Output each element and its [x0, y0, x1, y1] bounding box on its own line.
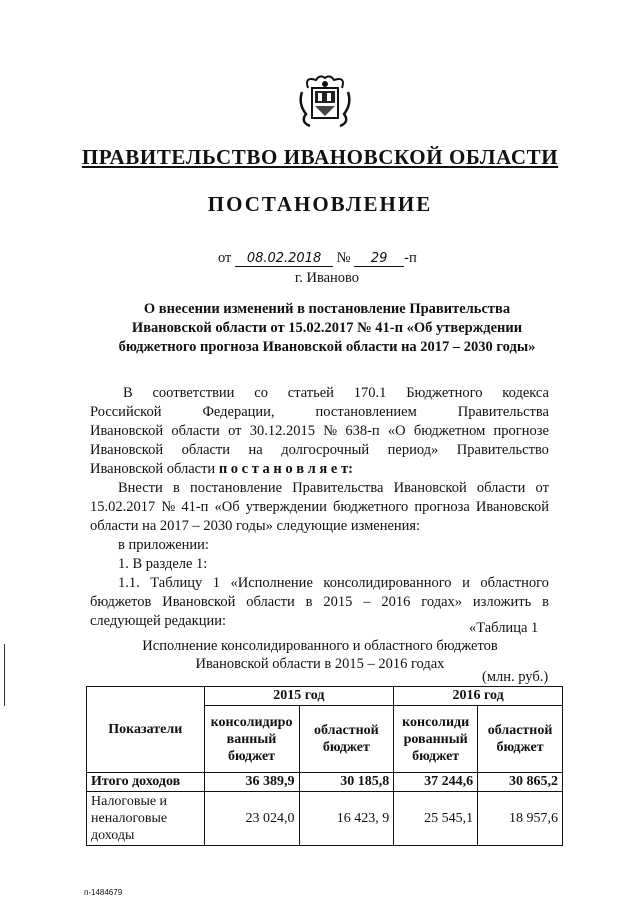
word: статьей	[287, 385, 334, 401]
paragraph-line	[90, 593, 549, 612]
word: в	[172, 480, 180, 496]
caption-line: Ивановской области в 2015 – 2016 годах	[195, 656, 445, 672]
word: 2015	[323, 594, 353, 610]
paragraph-line: 1. В разделе 1:	[118, 556, 208, 572]
word: 41-п	[181, 499, 209, 515]
paragraph-line	[123, 384, 549, 403]
word: «О	[387, 423, 406, 439]
word: областного	[480, 575, 549, 591]
word: 2016	[381, 594, 411, 610]
document-code: п-1484679	[84, 888, 123, 897]
word: В	[123, 385, 133, 401]
document-number: 29	[354, 251, 404, 267]
word: прогнозе	[493, 423, 549, 439]
year-header: 2016 год	[394, 687, 563, 706]
cell-value: 30 865,2	[478, 773, 563, 792]
word: Ивановской	[393, 480, 467, 496]
word: области	[171, 423, 220, 439]
table-label: «Таблица 1	[469, 620, 539, 636]
header-line: рованный	[403, 731, 468, 747]
word: области	[246, 594, 295, 610]
word: бюджетном	[413, 423, 486, 439]
date-prefix: от	[218, 250, 232, 266]
word: в	[542, 594, 549, 610]
subject-line: Ивановской области от 15.02.2017 № 41-п «Об утверждении	[131, 320, 523, 336]
header-line: бюджет	[412, 748, 460, 764]
word: и	[462, 575, 470, 591]
word: области	[181, 442, 231, 458]
government-title: ПРАВИТЕЛЬСТВО ИВАНОВСКОЙ ОБЛАСТИ	[81, 145, 559, 169]
column-header	[478, 706, 563, 773]
word: Федерации,	[202, 404, 275, 420]
word: прогноза	[414, 499, 470, 515]
column-header	[394, 706, 478, 773]
cell-value: 25 545,1	[394, 792, 478, 846]
word: Внести	[118, 480, 163, 496]
header-line: консолиди	[402, 714, 470, 730]
table-row	[87, 792, 563, 846]
column-header	[299, 706, 394, 773]
paragraph-line	[118, 574, 549, 593]
word: на	[248, 442, 263, 458]
word: в	[305, 594, 313, 610]
document-subject	[80, 300, 574, 357]
paragraph-line	[90, 403, 549, 422]
header-line: консолидиро	[210, 714, 293, 730]
word: 1	[212, 575, 220, 591]
word: утверждении	[245, 499, 327, 515]
number-suffix: -п	[404, 250, 417, 266]
cell-value: 36 389,9	[204, 773, 299, 792]
word: Правительства	[457, 404, 549, 420]
header-line: областной	[313, 723, 379, 738]
word: Правительства	[292, 480, 384, 496]
word: постановление	[189, 480, 283, 496]
table-header-row	[87, 687, 563, 706]
subject-line: бюджетного прогноза Ивановской области на 2017 – 2030 годы»	[118, 339, 536, 355]
word: от	[535, 480, 549, 496]
word: бюджетного	[333, 499, 409, 515]
label-line: доходы	[91, 828, 135, 843]
date-number-line	[218, 250, 417, 267]
table-units: (млн. руб.)	[482, 669, 549, 685]
word: 15.02.2017	[90, 499, 156, 515]
row-label	[87, 792, 205, 846]
cell-value: 16 423, 9	[299, 792, 394, 846]
word: постановлением	[315, 404, 417, 420]
word: Ивановской	[475, 499, 549, 515]
header-line: ванный	[226, 731, 277, 747]
word: изложить	[472, 594, 532, 610]
word: кодекса	[502, 385, 549, 401]
word: долгосрочный	[281, 442, 370, 458]
coat-of-arms-emblem	[294, 70, 356, 132]
word: бюджетов	[90, 594, 152, 610]
paragraph-line: в приложении:	[118, 537, 209, 553]
paragraph-line	[90, 498, 549, 517]
document-date: 08.02.2018	[235, 251, 333, 267]
paragraph-line	[90, 441, 549, 460]
label-line: Налоговые и	[91, 794, 168, 809]
word: Бюджетного	[406, 385, 483, 401]
table-caption	[0, 637, 640, 673]
word: №	[323, 423, 338, 439]
header-line: областной	[487, 723, 553, 738]
word: Ивановской	[162, 594, 236, 610]
header-line: бюджет	[228, 748, 276, 764]
cell-value: 23 024,0	[204, 792, 299, 846]
header-line: бюджет	[322, 740, 370, 755]
paragraph-line: области на 2017 – 2030 годы» следующие изменения:	[90, 518, 421, 534]
subject-line: О внесении изменений в постановление Правительства	[143, 301, 511, 317]
word: соответствии	[152, 385, 235, 401]
word: 638-п	[345, 423, 380, 439]
margin-mark	[4, 644, 5, 706]
paragraph-line	[90, 422, 549, 441]
column-header	[204, 706, 299, 773]
text: Ивановской области	[90, 461, 216, 477]
word: от	[228, 423, 242, 439]
word: «Исполнение	[230, 575, 313, 591]
word: области	[476, 480, 526, 496]
word: Ивановской	[90, 442, 164, 458]
word: период»	[387, 442, 439, 458]
row-label: Итого доходов	[87, 773, 205, 792]
word: «Об	[214, 499, 240, 515]
cell-value: 18 957,6	[478, 792, 563, 846]
word: 170.1	[353, 385, 387, 401]
number-sign: №	[336, 250, 351, 266]
table-row	[87, 773, 563, 792]
word: Ивановской	[90, 423, 164, 439]
word: Правительство	[456, 442, 549, 458]
word: 30.12.2015	[249, 423, 315, 439]
document-type: ПОСТАНОВЛЕНИЕ	[207, 192, 433, 216]
header-line: бюджет	[496, 740, 544, 755]
caption-line: Исполнение консолидированного и областного бюджетов	[142, 638, 498, 654]
year-header: 2015 год	[204, 687, 394, 706]
cell-value: 30 185,8	[299, 773, 394, 792]
indicator-header: Показатели	[87, 687, 205, 773]
cell-value: 37 244,6	[394, 773, 478, 792]
resolves-keyword: п о с т а н о в л я е т:	[218, 461, 353, 477]
paragraph-line: следующей редакции:	[90, 613, 227, 629]
word: Российской	[90, 404, 162, 420]
word: 1.1.	[118, 575, 140, 591]
paragraph-line	[118, 479, 549, 498]
word: годах»	[421, 594, 463, 610]
word: –	[363, 594, 371, 610]
word: консолидированного	[323, 575, 452, 591]
word: со	[254, 385, 268, 401]
budget-table	[86, 686, 563, 846]
paragraph-line	[90, 460, 353, 479]
city: г. Иваново	[294, 270, 360, 286]
word: Таблицу	[150, 575, 203, 591]
label-line: неналоговые	[91, 811, 168, 826]
word: №	[161, 499, 176, 515]
